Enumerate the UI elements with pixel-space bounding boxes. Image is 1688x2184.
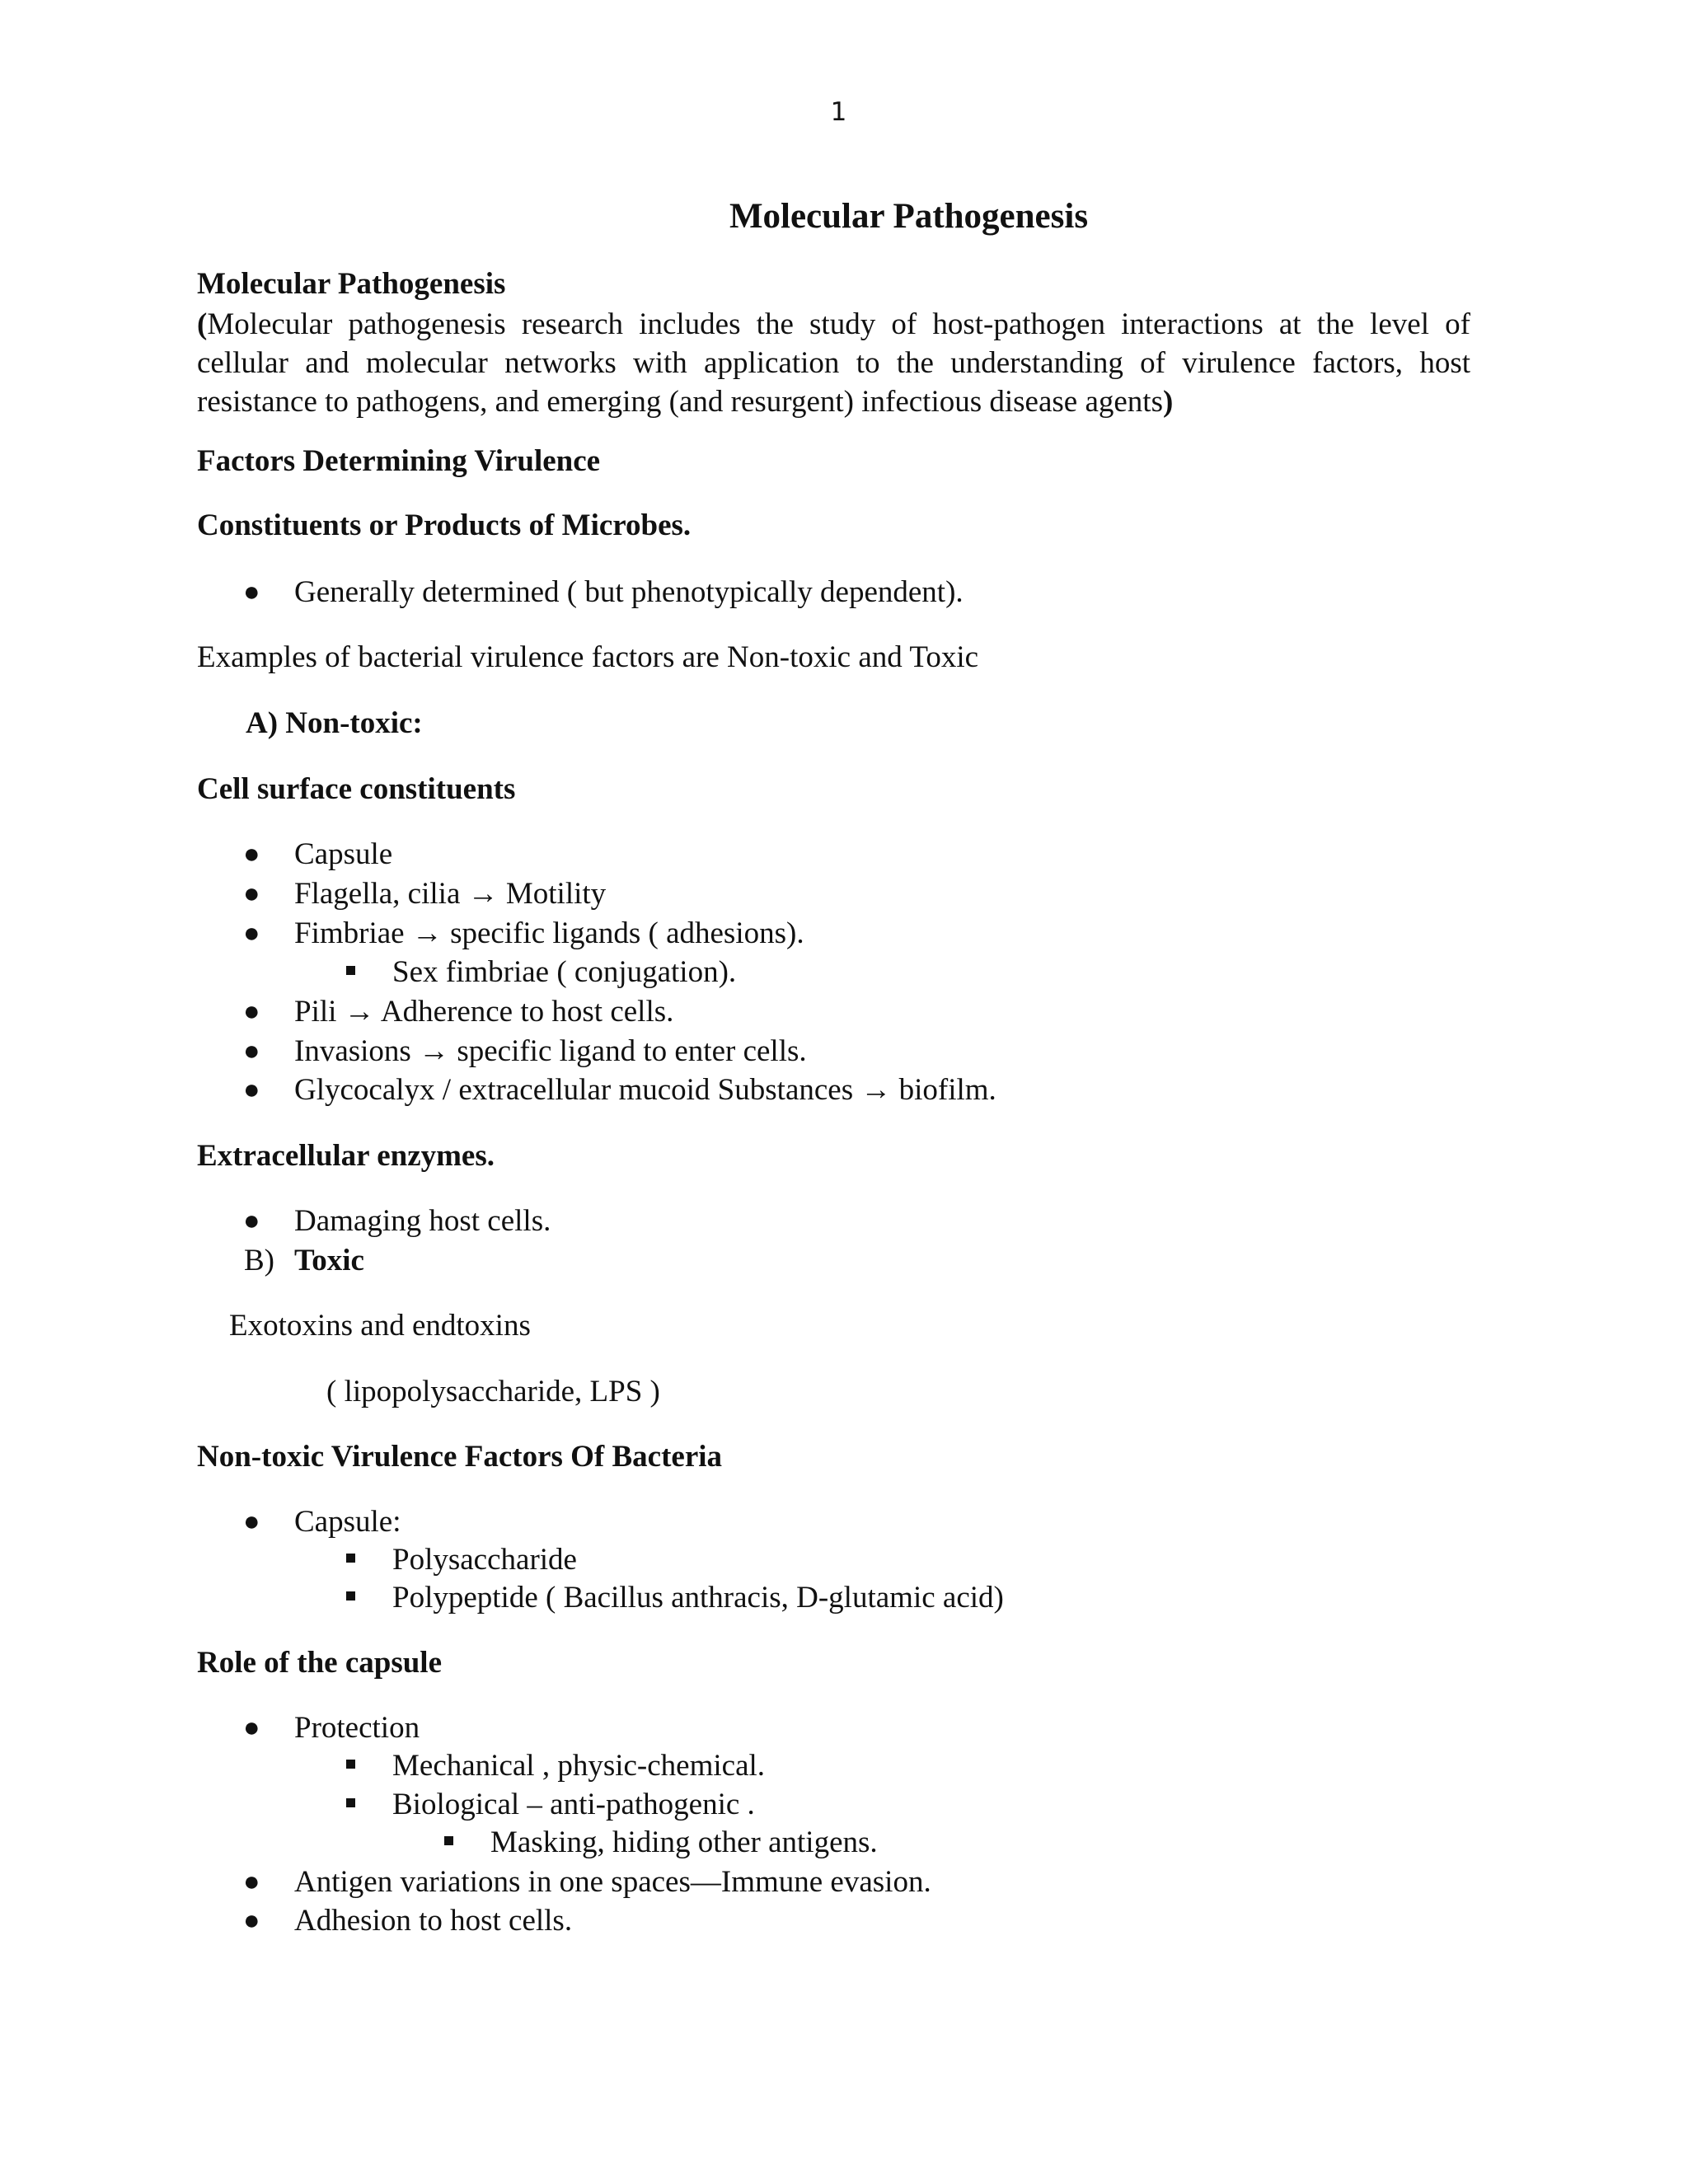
- intro-close-paren: ): [1163, 385, 1174, 419]
- list-item: Biological – anti-pathogenic .: [392, 1788, 755, 1821]
- list-item: Antigen variations in one spaces—Immune evasion.: [294, 1865, 931, 1899]
- list-item: Polysaccharide: [392, 1543, 577, 1577]
- bullet-dot: ●: [243, 839, 260, 869]
- bullet-dot: ●: [243, 577, 260, 607]
- bullet-dot: ●: [243, 1206, 260, 1236]
- lps-text: ( lipopolysaccharide, LPS ): [326, 1375, 660, 1408]
- page-number: 1: [830, 97, 847, 127]
- intro-open-paren: (: [197, 307, 208, 341]
- role-heading: Role of the capsule: [197, 1646, 442, 1680]
- list-item: Invasions → specific ligand to enter cells.: [294, 1034, 807, 1068]
- non-toxic-label: A) Non-toxic:: [246, 706, 423, 740]
- constituents-bullet: Generally determined ( but phenotypically dependent).: [294, 575, 964, 609]
- bullet-dot: ●: [243, 1075, 260, 1105]
- extracellular-heading: Extracellular enzymes.: [197, 1139, 495, 1173]
- list-item: Protection: [294, 1711, 420, 1745]
- list-item: Glycocalyx / extracellular mucoid Substances → biofilm.: [294, 1073, 996, 1107]
- list-item: Mechanical , physic-chemical.: [392, 1749, 766, 1783]
- capsule-label: Capsule:: [294, 1505, 401, 1539]
- bullet-dot: ●: [243, 879, 260, 909]
- nontoxic-factors-heading: Non-toxic Virulence Factors Of Bacteria: [197, 1440, 723, 1474]
- list-item: Masking, hiding other antigens.: [490, 1825, 878, 1859]
- list-item: Polypeptide ( Bacillus anthracis, D-glutamic acid): [392, 1581, 1004, 1615]
- bullet-square: [346, 1554, 355, 1563]
- bullet-dot: ●: [243, 1905, 260, 1936]
- bullet-dot: ●: [243, 1036, 260, 1066]
- intro-heading: Molecular Pathogenesis: [197, 267, 506, 301]
- extracellular-bullet: Damaging host cells.: [294, 1204, 551, 1238]
- list-item: Sex fimbriae ( conjugation).: [392, 955, 737, 989]
- bullet-dot: ●: [243, 1713, 260, 1743]
- factors-heading: Factors Determining Virulence: [197, 444, 601, 478]
- list-item: Capsule: [294, 837, 393, 871]
- constituents-heading: Constituents or Products of Microbes.: [197, 509, 692, 542]
- list-item: Fimbriae → specific ligands ( adhesions).: [294, 916, 804, 950]
- list-item: Pili → Adherence to host cells.: [294, 995, 674, 1029]
- cell-surface-heading: Cell surface constituents: [197, 772, 516, 806]
- bullet-square: [444, 1836, 453, 1845]
- document-title: Molecular Pathogenesis: [729, 197, 1089, 236]
- intro-text: Molecular pathogenesis research includes the study of host-pathogen interactions at the level of cellular and molecular networks with application to the understanding of virulence factors, host resistance to pathogens, and emerging (and resurgent) infectious disease agents: [197, 307, 1470, 419]
- bullet-square: [346, 1591, 355, 1601]
- list-item: Flagella, cilia → Motility: [294, 877, 607, 911]
- examples-text: Examples of bacterial virulence factors are Non-toxic and Toxic: [197, 640, 979, 674]
- bullet-dot: ●: [243, 1867, 260, 1897]
- toxic-letter: B): [244, 1244, 274, 1277]
- list-item: Adhesion to host cells.: [294, 1904, 573, 1938]
- bullet-dot: ●: [243, 1507, 260, 1537]
- bullet-square: [346, 1798, 355, 1807]
- intro-paragraph: [197, 305, 1470, 421]
- exotoxins-text: Exotoxins and endtoxins: [229, 1309, 531, 1343]
- bullet-square: [346, 966, 355, 975]
- toxic-label: Toxic: [294, 1244, 364, 1277]
- bullet-square: [346, 1760, 355, 1769]
- bullet-dot: ●: [243, 996, 260, 1027]
- bullet-dot: ●: [243, 918, 260, 949]
